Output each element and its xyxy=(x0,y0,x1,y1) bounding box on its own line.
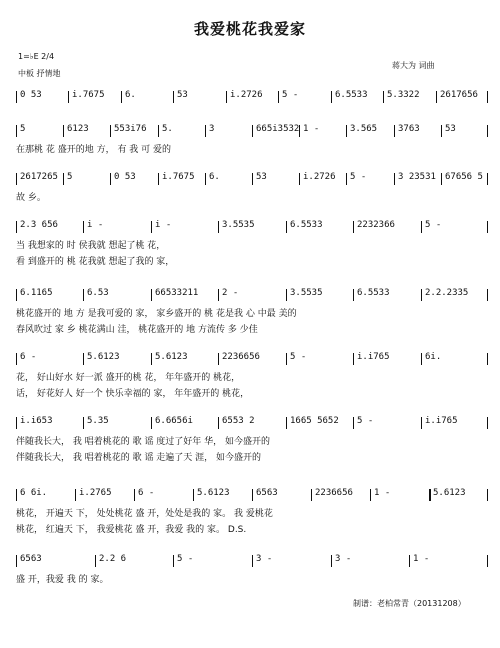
measure-notes: 66533211 xyxy=(155,288,199,298)
music-system xyxy=(16,350,488,400)
bar-line xyxy=(226,91,227,103)
bar-line xyxy=(394,125,395,137)
bar-line xyxy=(286,417,287,429)
bar-line xyxy=(218,221,219,233)
bar-line xyxy=(383,91,384,103)
measure-notes: 5.35 xyxy=(87,416,109,426)
bar-line xyxy=(311,489,312,501)
music-system xyxy=(16,88,488,106)
measure-notes: 2 - xyxy=(222,288,239,298)
measure-notes: 2232366 xyxy=(357,220,395,230)
lyric-text: 伴随我长大， 我 唱着桃花的 歌 谣 度过了好年 华， 如今盛开的 xyxy=(16,437,271,447)
bar-line xyxy=(151,289,152,301)
bar-line xyxy=(63,173,64,185)
lyric-line xyxy=(16,140,488,156)
music-system xyxy=(16,286,488,336)
bar-line xyxy=(429,489,431,501)
measure-notes: 5.6123 xyxy=(197,488,230,498)
lyric-text: 桃花， 开遍天 下， 处处桃花 盛 开，处处是我的 家。 我 爱桃花 xyxy=(16,509,273,519)
bar-line xyxy=(487,489,488,501)
bar-line xyxy=(353,353,354,365)
bar-line xyxy=(83,417,84,429)
bar-line xyxy=(487,555,488,567)
bar-line xyxy=(173,555,174,567)
measure-notes: 6563 xyxy=(256,488,278,498)
lyric-text: 话， 好花好人 好一个 快乐幸福的 家， 年年盛开的 桃花， xyxy=(16,389,250,399)
bar-line xyxy=(173,91,174,103)
music-system xyxy=(16,170,488,204)
measure-notes: 3 23531 xyxy=(398,172,436,182)
notation-line xyxy=(16,350,488,368)
measure-notes: i.2726 xyxy=(303,172,336,182)
measure-notes: 5 - xyxy=(357,416,374,426)
lyric-text: 看 到盛开的 桃 花我就 想起了我的 家， xyxy=(16,257,175,267)
bar-line xyxy=(409,555,410,567)
measure-notes: 3 xyxy=(209,124,215,134)
lyric-line xyxy=(16,368,488,384)
measure-notes: 5 xyxy=(67,172,73,182)
measure-notes: 3763 xyxy=(398,124,420,134)
bar-line xyxy=(487,417,488,429)
bar-line xyxy=(63,125,64,137)
bar-line xyxy=(95,555,96,567)
lyric-line xyxy=(16,320,488,336)
measure-notes: 0 53 xyxy=(114,172,136,182)
music-system xyxy=(16,122,488,156)
measure-notes: 6.5533 xyxy=(335,90,368,100)
measure-notes: 5 - xyxy=(425,220,442,230)
bar-line xyxy=(353,289,354,301)
bar-line xyxy=(205,173,206,185)
bar-line xyxy=(353,417,354,429)
music-system xyxy=(16,552,488,586)
bar-line xyxy=(205,125,206,137)
bar-line xyxy=(83,289,84,301)
measure-notes: 6.1165 xyxy=(20,288,53,298)
measure-notes: 1 - xyxy=(303,124,320,134)
bar-line xyxy=(110,125,111,137)
bar-line xyxy=(346,125,347,137)
measure-notes: 6.5533 xyxy=(357,288,390,298)
measure-notes: 6. xyxy=(209,172,220,182)
transcriber-signature: 制谱：老柏常青（20131208） xyxy=(353,599,466,608)
bar-line xyxy=(16,489,17,501)
measure-notes: 6.53 xyxy=(87,288,109,298)
measure-notes: 0 53 xyxy=(20,90,42,100)
notation-line xyxy=(16,286,488,304)
measure-notes: 6 6i. xyxy=(20,488,48,498)
measure-notes: 3 - xyxy=(335,554,352,564)
measure-notes: 1665 5652 xyxy=(290,416,339,426)
measure-notes: i.2765 xyxy=(79,488,112,498)
measure-notes: 5. xyxy=(162,124,173,134)
measure-notes: i.7675 xyxy=(72,90,105,100)
bar-line xyxy=(252,125,253,137)
lyric-text: 在那桃 花 盛开的地 方， 有 我 可 爱的 xyxy=(16,145,172,155)
measure-notes: i.7675 xyxy=(162,172,195,182)
measure-notes: 1 - xyxy=(413,554,430,564)
measure-notes: 67656 5 xyxy=(445,172,483,182)
measure-notes: 5.6123 xyxy=(87,352,120,362)
lyric-text: 桃花， 红遍天 下， 我爱桃花 盛 开，我爱 我的 家。 D.S. xyxy=(16,525,247,535)
bar-line xyxy=(353,221,354,233)
notation-line xyxy=(16,414,488,432)
measure-notes: 5 xyxy=(20,124,26,134)
measure-notes: 6553 2 xyxy=(222,416,255,426)
bar-line xyxy=(441,125,442,137)
measure-notes: 3.5535 xyxy=(222,220,255,230)
notation-line xyxy=(16,552,488,570)
measure-notes: 3.565 xyxy=(350,124,378,134)
bar-line xyxy=(158,125,159,137)
bar-line xyxy=(441,173,442,185)
bar-line xyxy=(487,173,488,185)
bar-line xyxy=(487,125,488,137)
measure-notes: 2617265 xyxy=(20,172,58,182)
bar-line xyxy=(252,489,253,501)
bar-line xyxy=(394,173,395,185)
measure-notes: 5 - xyxy=(177,554,194,564)
bar-line xyxy=(75,489,76,501)
measure-notes: 5 - xyxy=(350,172,367,182)
lyric-text: 桃花盛开的 地 方 是我可爱的 家， 家乡盛开的 桃 花是我 心 中最 美的 xyxy=(16,309,297,319)
bar-line xyxy=(286,289,287,301)
measure-notes: 2.3 656 xyxy=(20,220,58,230)
bar-line xyxy=(487,91,488,103)
measure-notes: 553i76 xyxy=(114,124,147,134)
bar-line xyxy=(487,221,488,233)
music-system xyxy=(16,414,488,464)
bar-line xyxy=(487,353,488,365)
bar-line xyxy=(193,489,194,501)
music-system xyxy=(16,218,488,268)
lyric-line xyxy=(16,188,488,204)
measure-notes: i.i653 xyxy=(20,416,53,426)
bar-line xyxy=(110,173,111,185)
bar-line xyxy=(218,289,219,301)
measure-notes: 1 - xyxy=(374,488,391,498)
measure-notes: 665i3532 xyxy=(256,124,300,134)
lyric-line xyxy=(16,236,488,252)
bar-line xyxy=(68,91,69,103)
bar-line xyxy=(83,353,84,365)
key-signature: 1=♭E 2/4 xyxy=(18,52,55,61)
bar-line xyxy=(16,221,17,233)
bar-line xyxy=(278,91,279,103)
bar-line xyxy=(286,221,287,233)
measure-notes: i - xyxy=(87,220,104,230)
lyric-line xyxy=(16,520,488,536)
measure-notes: 2.2.2335 xyxy=(425,288,469,298)
lyric-line xyxy=(16,384,488,400)
measure-notes: 5.6123 xyxy=(433,488,466,498)
measure-notes: 53 xyxy=(177,90,188,100)
tempo-mark: 中板 抒情地 xyxy=(18,69,61,78)
score-title: 我爱桃花我爱家 xyxy=(193,20,306,38)
measure-notes: 2236656 xyxy=(222,352,260,362)
bar-line xyxy=(16,289,17,301)
measure-notes: 5 - xyxy=(282,90,299,100)
bar-line xyxy=(421,353,422,365)
notation-line xyxy=(16,88,488,106)
bar-line xyxy=(252,173,253,185)
bar-line xyxy=(151,417,152,429)
composer-credit: 蒋大为 词曲 xyxy=(392,61,435,70)
bar-line xyxy=(331,555,332,567)
bar-line xyxy=(218,353,219,365)
measure-notes: i - xyxy=(155,220,172,230)
measure-notes: 6123 xyxy=(67,124,89,134)
measure-notes: 6.5533 xyxy=(290,220,323,230)
notation-line xyxy=(16,218,488,236)
bar-line xyxy=(134,489,135,501)
bar-line xyxy=(286,353,287,365)
bar-line xyxy=(16,353,17,365)
measure-notes: i.i765 xyxy=(357,352,390,362)
measure-notes: 6 - xyxy=(20,352,37,362)
notation-line xyxy=(16,122,488,140)
lyric-line xyxy=(16,448,488,464)
bar-line xyxy=(370,489,371,501)
measure-notes: 3.5535 xyxy=(290,288,323,298)
bar-line xyxy=(151,221,152,233)
bar-line xyxy=(158,173,159,185)
lyric-line xyxy=(16,304,488,320)
measure-notes: 53 xyxy=(256,172,267,182)
measure-notes: i.2726 xyxy=(230,90,263,100)
bar-line xyxy=(421,417,422,429)
lyric-text: 伴随我长大， 我 唱着桃花的 歌 谣 走遍了天 涯， 如今盛开的 xyxy=(16,453,262,463)
measure-notes: 6i. xyxy=(425,352,442,362)
bar-line xyxy=(16,173,17,185)
lyric-line xyxy=(16,432,488,448)
measure-notes: 2617656 xyxy=(440,90,478,100)
lyric-text: 花， 好山好水 好一派 盛开的桃 花， 年年盛开的 桃花， xyxy=(16,373,241,383)
measure-notes: 2236656 xyxy=(315,488,353,498)
measure-notes: 5.3322 xyxy=(387,90,420,100)
bar-line xyxy=(218,417,219,429)
measure-notes: 6 - xyxy=(138,488,155,498)
bar-line xyxy=(252,555,253,567)
measure-notes: 3 - xyxy=(256,554,273,564)
lyric-text: 故 乡。 xyxy=(16,193,46,203)
bar-line xyxy=(331,91,332,103)
music-system xyxy=(16,486,488,536)
measure-notes: 53 xyxy=(445,124,456,134)
bar-line xyxy=(151,353,152,365)
lyric-line xyxy=(16,570,488,586)
bar-line xyxy=(16,125,17,137)
lyric-text: 当 我想家的 时 侯我就 想起了桃 花， xyxy=(16,241,166,251)
bar-line xyxy=(487,289,488,301)
bar-line xyxy=(16,91,17,103)
notation-line xyxy=(16,170,488,188)
bar-line xyxy=(121,91,122,103)
bar-line xyxy=(421,289,422,301)
measure-notes: 6.6656i xyxy=(155,416,193,426)
bar-line xyxy=(299,173,300,185)
bar-line xyxy=(16,417,17,429)
lyric-text: 春风吹过 家 乡 桃花满山 洼， 桃花盛开的 地 方流传 多 少佳 xyxy=(16,325,258,335)
measure-notes: 2.2 6 xyxy=(99,554,127,564)
bar-line xyxy=(16,555,17,567)
bar-line xyxy=(83,221,84,233)
measure-notes: i.i765 xyxy=(425,416,458,426)
bar-line xyxy=(436,91,437,103)
measure-notes: 5 - xyxy=(290,352,307,362)
measure-notes: 5.6123 xyxy=(155,352,188,362)
bar-line xyxy=(346,173,347,185)
measure-notes: 6. xyxy=(125,90,136,100)
measure-notes: 6563 xyxy=(20,554,42,564)
lyric-line xyxy=(16,252,488,268)
notation-line xyxy=(16,486,488,504)
lyric-line xyxy=(16,504,488,520)
lyric-text: 盛 开，我爱 我 的 家。 xyxy=(16,575,109,585)
bar-line xyxy=(421,221,422,233)
